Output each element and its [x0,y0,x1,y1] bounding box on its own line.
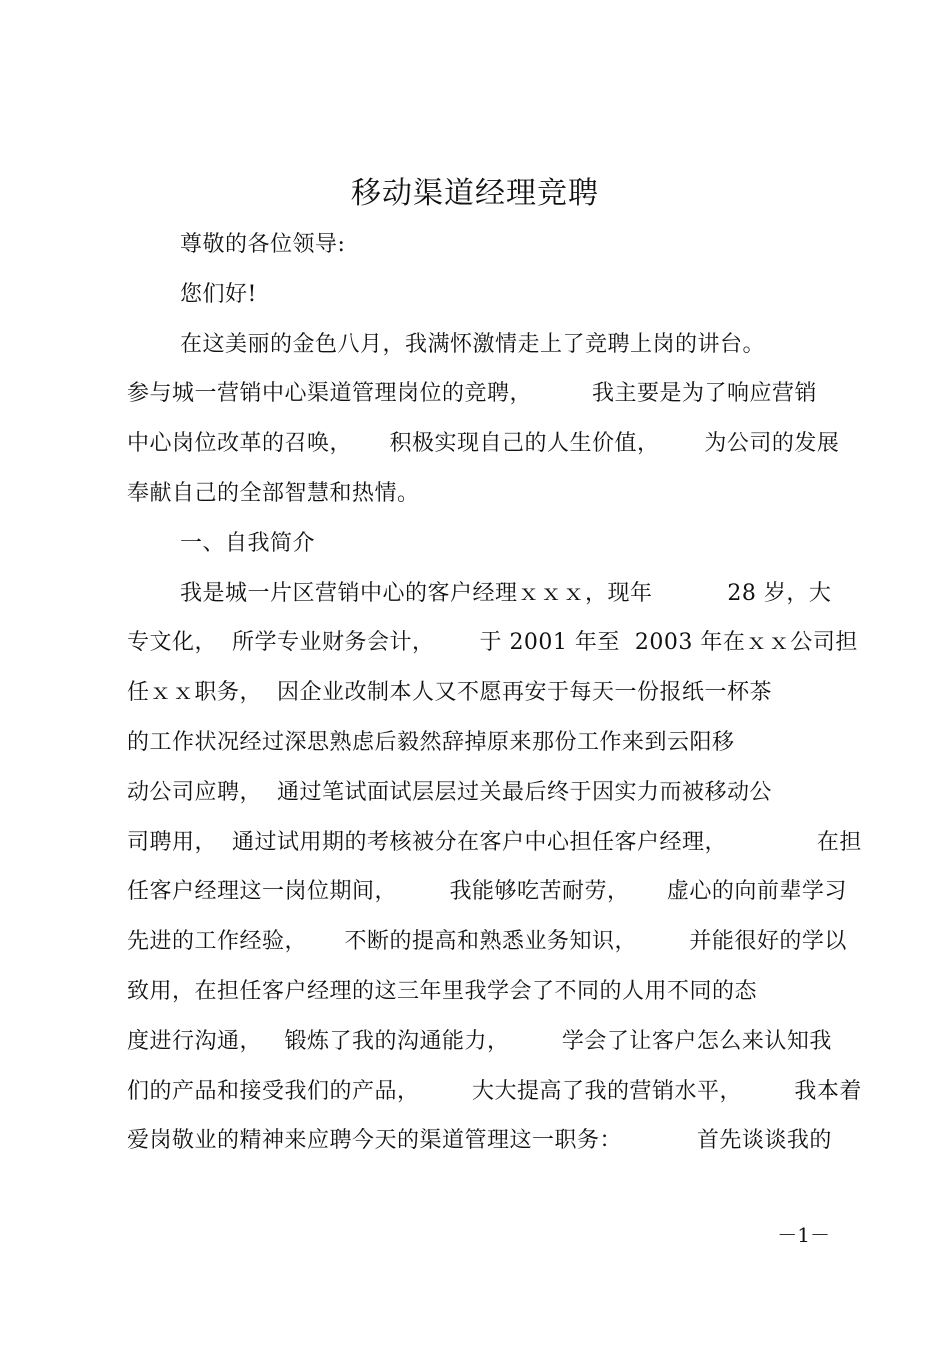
paragraph-line: 先进的工作经验， 不断的提高和熟悉业务知识， 并能很好的学以 [127,929,847,954]
paragraph-line: 们的产品和接受我们的产品， 大大提高了我的营销水平， 我本着 [127,1079,862,1104]
paragraph-line: 专文化， 所学专业财务会计， 于 2001 年至 2003 年在ｘｘ公司担 [127,630,858,655]
greeting: 您们好! [180,282,257,307]
paragraph-line: 致用，在担任客户经理的这三年里我学会了不同的人用不同的态 [127,979,758,1004]
page-number: －1－ [777,1223,830,1247]
paragraph-line: 爱岗敬业的精神来应聘今天的渠道管理这一职务： 首先谈谈我的 [127,1128,832,1153]
section-heading: 一、自我简介 [180,531,316,556]
paragraph-line: 司聘用， 通过试用期的考核被分在客户中心担任客户经理， 在担 [127,830,862,855]
paragraph-line: 我是城一片区营销中心的客户经理ｘｘｘ，现年 28 岁，大 [180,581,832,606]
paragraph-line: 度进行沟通， 锻炼了我的沟通能力， 学会了让客户怎么来认知我 [127,1029,832,1054]
paragraph-line: 中心岗位改革的召唤， 积极实现自己的人生价值， 为公司的发展 [127,431,840,456]
paragraph-line: 奉献自己的全部智慧和热情。 [127,481,420,506]
salutation: 尊敬的各位领导: [180,232,346,257]
paragraph-line: 动公司应聘， 通过笔试面试层层过关最后终于因实力而被移动公 [127,780,772,805]
document-title: 移动渠道经理竞聘 [351,176,599,211]
paragraph-line: 的工作状况经过深思熟虑后毅然辞掉原来那份工作来到云阳移 [127,730,735,755]
paragraph-line: 在这美丽的金色八月，我满怀激情走上了竞聘上岗的讲台。 [180,332,766,357]
paragraph-line: 任ｘｘ职务， 因企业改制本人又不愿再安于每天一份报纸一杯茶 [127,680,772,705]
paragraph-line: 参与城一营销中心渠道管理岗位的竞聘， 我主要是为了响应营销 [127,381,817,406]
paragraph-line: 任客户经理这一岗位期间， 我能够吃苦耐劳， 虚心的向前辈学习 [127,879,847,904]
